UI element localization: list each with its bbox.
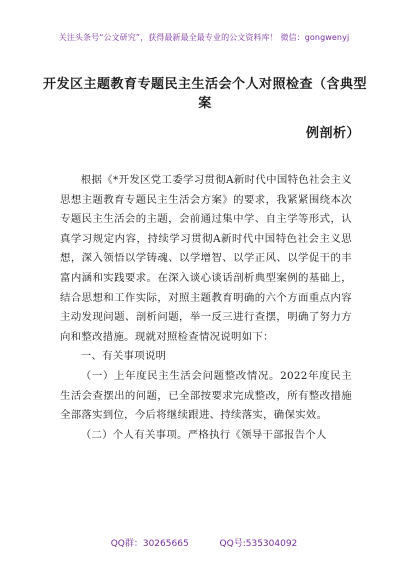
footer-ad bbox=[0, 536, 408, 549]
header-ad-text: 关注头条号“公文研究”，获得最新最全最专业的公文资料库！ 微信：gongwenyj bbox=[58, 33, 350, 42]
body-paragraph-personal-matters: （二）个人有关事项。严格执行《领导干部报告个人 bbox=[80, 428, 327, 441]
document-title-line-1: 开发区主题教育专题民主生活会个人对照检查（含典型案 bbox=[42, 77, 367, 111]
qq-number-text: QQ号:535304092 bbox=[219, 539, 298, 549]
document-body bbox=[60, 171, 352, 445]
body-paragraph-intro: 根据《*开发区党工委学习贯彻A新时代中国特色社会主义思想主题教育专题民主生活会方案》的要求，我紧紧围绕本次专题民主生活会的主题，会前通过集中学、自主学等形式，认真学习规定内容，持续学习贯彻A新时代中国特色社会主义思想，深入领悟以学铸魂、以学增智、以学正风、以学促干的丰富内涵和实践要求。在深入谈心谈话剖析典型案例的基础上，结合思想和工作实际，对照主题教育明确的六个方面重点内容主动发现问题、剖析问题，举一反三进行查摆，明确了努力方向和整改措施。现就对照检查情况说明如下： bbox=[60, 174, 352, 343]
document-title-line-2: 例剖析） bbox=[305, 126, 360, 141]
body-paragraph-rectification: （一）上年度民主生活会问题整改情况。2022年度民主生活会查摆出的问题，已全部按要求完成整改，所有整改措施全部落实到位，今后将继续跟进、持续落实，确保实效。 bbox=[60, 369, 352, 422]
qq-group-text: QQ群：30265665 bbox=[110, 539, 189, 549]
section-heading-1: 一、有关事项说明 bbox=[80, 350, 167, 363]
